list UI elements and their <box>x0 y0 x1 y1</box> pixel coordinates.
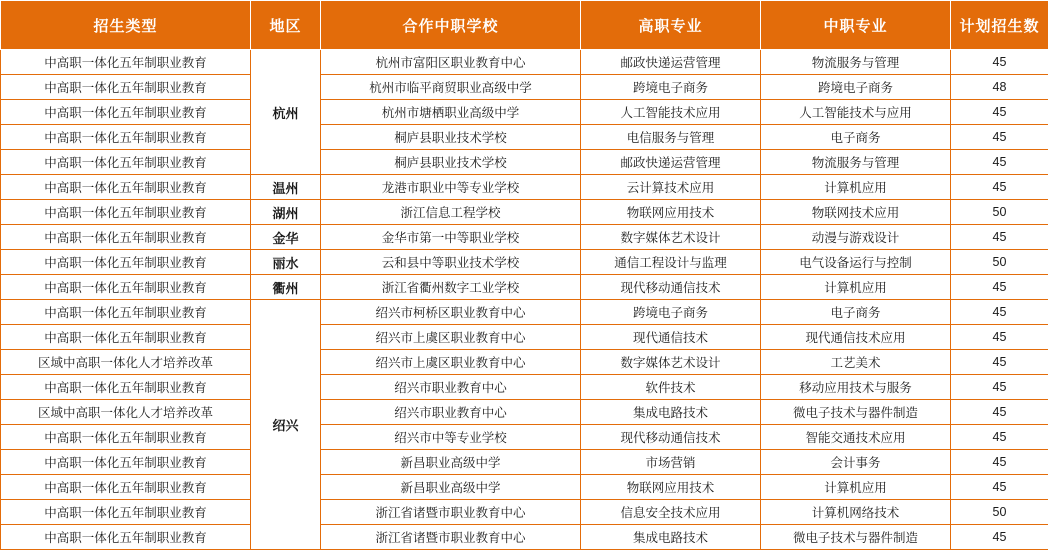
table-row <box>1 125 1048 150</box>
cell-plan-count: 50 <box>951 500 1048 525</box>
cell-plan-count: 45 <box>951 150 1048 175</box>
cell-type: 区域中高职一体化人才培养改革 <box>1 350 251 375</box>
table-row <box>1 450 1048 475</box>
cell-school: 杭州市临平商贸职业高级中学 <box>321 75 581 100</box>
cell-major: 集成电路技术 <box>581 400 761 425</box>
cell-plan-count: 45 <box>951 275 1048 300</box>
cell-school: 绍兴市柯桥区职业教育中心 <box>321 300 581 325</box>
cell-type: 中高职一体化五年制职业教育 <box>1 500 251 525</box>
cell-region: 绍兴 <box>251 300 321 550</box>
cell-school: 杭州市塘栖职业高级中学 <box>321 100 581 125</box>
cell-major: 邮政快递运营管理 <box>581 150 761 175</box>
cell-region: 金华 <box>251 225 321 250</box>
cell-plan-count: 48 <box>951 75 1048 100</box>
cell-plan-count: 45 <box>951 375 1048 400</box>
cell-type: 中高职一体化五年制职业教育 <box>1 200 251 225</box>
cell-major: 通信工程设计与监理 <box>581 250 761 275</box>
cell-school: 浙江省衢州数字工业学校 <box>321 275 581 300</box>
cell-plan-count: 45 <box>951 325 1048 350</box>
cell-vocational-major: 跨境电子商务 <box>761 75 951 100</box>
cell-type: 中高职一体化五年制职业教育 <box>1 150 251 175</box>
cell-major: 现代移动通信技术 <box>581 425 761 450</box>
cell-vocational-major: 动漫与游戏设计 <box>761 225 951 250</box>
cell-plan-count: 45 <box>951 350 1048 375</box>
table-row <box>1 300 1048 325</box>
cell-vocational-major: 移动应用技术与服务 <box>761 375 951 400</box>
cell-plan-count: 45 <box>951 475 1048 500</box>
cell-plan-count: 45 <box>951 225 1048 250</box>
cell-school: 绍兴市职业教育中心 <box>321 400 581 425</box>
cell-school: 新昌职业高级中学 <box>321 450 581 475</box>
cell-school: 绍兴市中等专业学校 <box>321 425 581 450</box>
cell-vocational-major: 微电子技术与器件制造 <box>761 400 951 425</box>
cell-school: 云和县中等职业技术学校 <box>321 250 581 275</box>
cell-type: 中高职一体化五年制职业教育 <box>1 75 251 100</box>
cell-major: 电信服务与管理 <box>581 125 761 150</box>
cell-school: 桐庐县职业技术学校 <box>321 150 581 175</box>
cell-school: 绍兴市上虞区职业教育中心 <box>321 325 581 350</box>
cell-major: 跨境电子商务 <box>581 300 761 325</box>
table-row <box>1 400 1048 425</box>
column-header-type: 招生类型 <box>1 1 251 50</box>
cell-major: 邮政快递运营管理 <box>581 50 761 75</box>
cell-region: 衢州 <box>251 275 321 300</box>
cell-region: 温州 <box>251 175 321 200</box>
cell-region: 湖州 <box>251 200 321 225</box>
cell-type: 中高职一体化五年制职业教育 <box>1 475 251 500</box>
cell-major: 物联网应用技术 <box>581 475 761 500</box>
cell-school: 浙江省诸暨市职业教育中心 <box>321 525 581 550</box>
cell-region: 丽水 <box>251 250 321 275</box>
cell-vocational-major: 计算机应用 <box>761 475 951 500</box>
cell-major: 云计算技术应用 <box>581 175 761 200</box>
cell-school: 绍兴市职业教育中心 <box>321 375 581 400</box>
cell-school: 龙港市职业中等专业学校 <box>321 175 581 200</box>
cell-vocational-major: 人工智能技术与应用 <box>761 100 951 125</box>
cell-vocational-major: 物流服务与管理 <box>761 50 951 75</box>
cell-type: 中高职一体化五年制职业教育 <box>1 275 251 300</box>
cell-vocational-major: 会计事务 <box>761 450 951 475</box>
cell-vocational-major: 计算机网络技术 <box>761 500 951 525</box>
cell-vocational-major: 工艺美术 <box>761 350 951 375</box>
table-row <box>1 225 1048 250</box>
cell-plan-count: 45 <box>951 125 1048 150</box>
cell-plan-count: 45 <box>951 425 1048 450</box>
cell-school: 桐庐县职业技术学校 <box>321 125 581 150</box>
table-row <box>1 425 1048 450</box>
table-row <box>1 100 1048 125</box>
cell-plan-count: 45 <box>951 450 1048 475</box>
column-header-vocational-major: 中职专业 <box>761 1 951 50</box>
cell-school: 浙江省诸暨市职业教育中心 <box>321 500 581 525</box>
table-row <box>1 350 1048 375</box>
cell-vocational-major: 电子商务 <box>761 125 951 150</box>
table-header-row <box>1 1 1048 50</box>
table-row <box>1 500 1048 525</box>
cell-major: 现代移动通信技术 <box>581 275 761 300</box>
cell-type: 中高职一体化五年制职业教育 <box>1 450 251 475</box>
cell-type: 中高职一体化五年制职业教育 <box>1 250 251 275</box>
cell-vocational-major: 智能交通技术应用 <box>761 425 951 450</box>
cell-vocational-major: 电气设备运行与控制 <box>761 250 951 275</box>
cell-school: 绍兴市上虞区职业教育中心 <box>321 350 581 375</box>
cell-plan-count: 50 <box>951 250 1048 275</box>
cell-major: 物联网应用技术 <box>581 200 761 225</box>
cell-vocational-major: 现代通信技术应用 <box>761 325 951 350</box>
cell-major: 现代通信技术 <box>581 325 761 350</box>
table-row <box>1 175 1048 200</box>
cell-vocational-major: 计算机应用 <box>761 275 951 300</box>
cell-major: 数字媒体艺术设计 <box>581 225 761 250</box>
column-header-plan-count: 计划招生数 <box>951 1 1048 50</box>
table-row <box>1 375 1048 400</box>
cell-type: 中高职一体化五年制职业教育 <box>1 50 251 75</box>
cell-school: 杭州市富阳区职业教育中心 <box>321 50 581 75</box>
cell-major: 信息安全技术应用 <box>581 500 761 525</box>
cell-plan-count: 45 <box>951 525 1048 550</box>
cell-type: 区域中高职一体化人才培养改革 <box>1 400 251 425</box>
cell-type: 中高职一体化五年制职业教育 <box>1 525 251 550</box>
cell-type: 中高职一体化五年制职业教育 <box>1 300 251 325</box>
cell-major: 软件技术 <box>581 375 761 400</box>
table-row <box>1 250 1048 275</box>
cell-major: 人工智能技术应用 <box>581 100 761 125</box>
cell-school: 浙江信息工程学校 <box>321 200 581 225</box>
table-row <box>1 50 1048 75</box>
cell-major: 集成电路技术 <box>581 525 761 550</box>
cell-plan-count: 45 <box>951 100 1048 125</box>
cell-type: 中高职一体化五年制职业教育 <box>1 175 251 200</box>
cell-major: 跨境电子商务 <box>581 75 761 100</box>
cell-major: 数字媒体艺术设计 <box>581 350 761 375</box>
column-header-region: 地区 <box>251 1 321 50</box>
table-row <box>1 325 1048 350</box>
table-row <box>1 150 1048 175</box>
cell-type: 中高职一体化五年制职业教育 <box>1 325 251 350</box>
cell-type: 中高职一体化五年制职业教育 <box>1 425 251 450</box>
cell-plan-count: 45 <box>951 300 1048 325</box>
table-row <box>1 275 1048 300</box>
column-header-major: 高职专业 <box>581 1 761 50</box>
cell-type: 中高职一体化五年制职业教育 <box>1 225 251 250</box>
table-row <box>1 75 1048 100</box>
column-header-school: 合作中职学校 <box>321 1 581 50</box>
cell-vocational-major: 物流服务与管理 <box>761 150 951 175</box>
cell-plan-count: 45 <box>951 400 1048 425</box>
table-row <box>1 475 1048 500</box>
cell-plan-count: 50 <box>951 200 1048 225</box>
cell-plan-count: 45 <box>951 175 1048 200</box>
cell-plan-count: 45 <box>951 50 1048 75</box>
table-row <box>1 200 1048 225</box>
cell-region: 杭州 <box>251 50 321 175</box>
cell-vocational-major: 物联网技术应用 <box>761 200 951 225</box>
cell-type: 中高职一体化五年制职业教育 <box>1 125 251 150</box>
cell-vocational-major: 计算机应用 <box>761 175 951 200</box>
table-body <box>1 50 1048 550</box>
cell-type: 中高职一体化五年制职业教育 <box>1 100 251 125</box>
cell-vocational-major: 微电子技术与器件制造 <box>761 525 951 550</box>
table-row <box>1 525 1048 550</box>
cell-major: 市场营销 <box>581 450 761 475</box>
cell-school: 金华市第一中等职业学校 <box>321 225 581 250</box>
cell-vocational-major: 电子商务 <box>761 300 951 325</box>
cell-type: 中高职一体化五年制职业教育 <box>1 375 251 400</box>
cell-school: 新昌职业高级中学 <box>321 475 581 500</box>
